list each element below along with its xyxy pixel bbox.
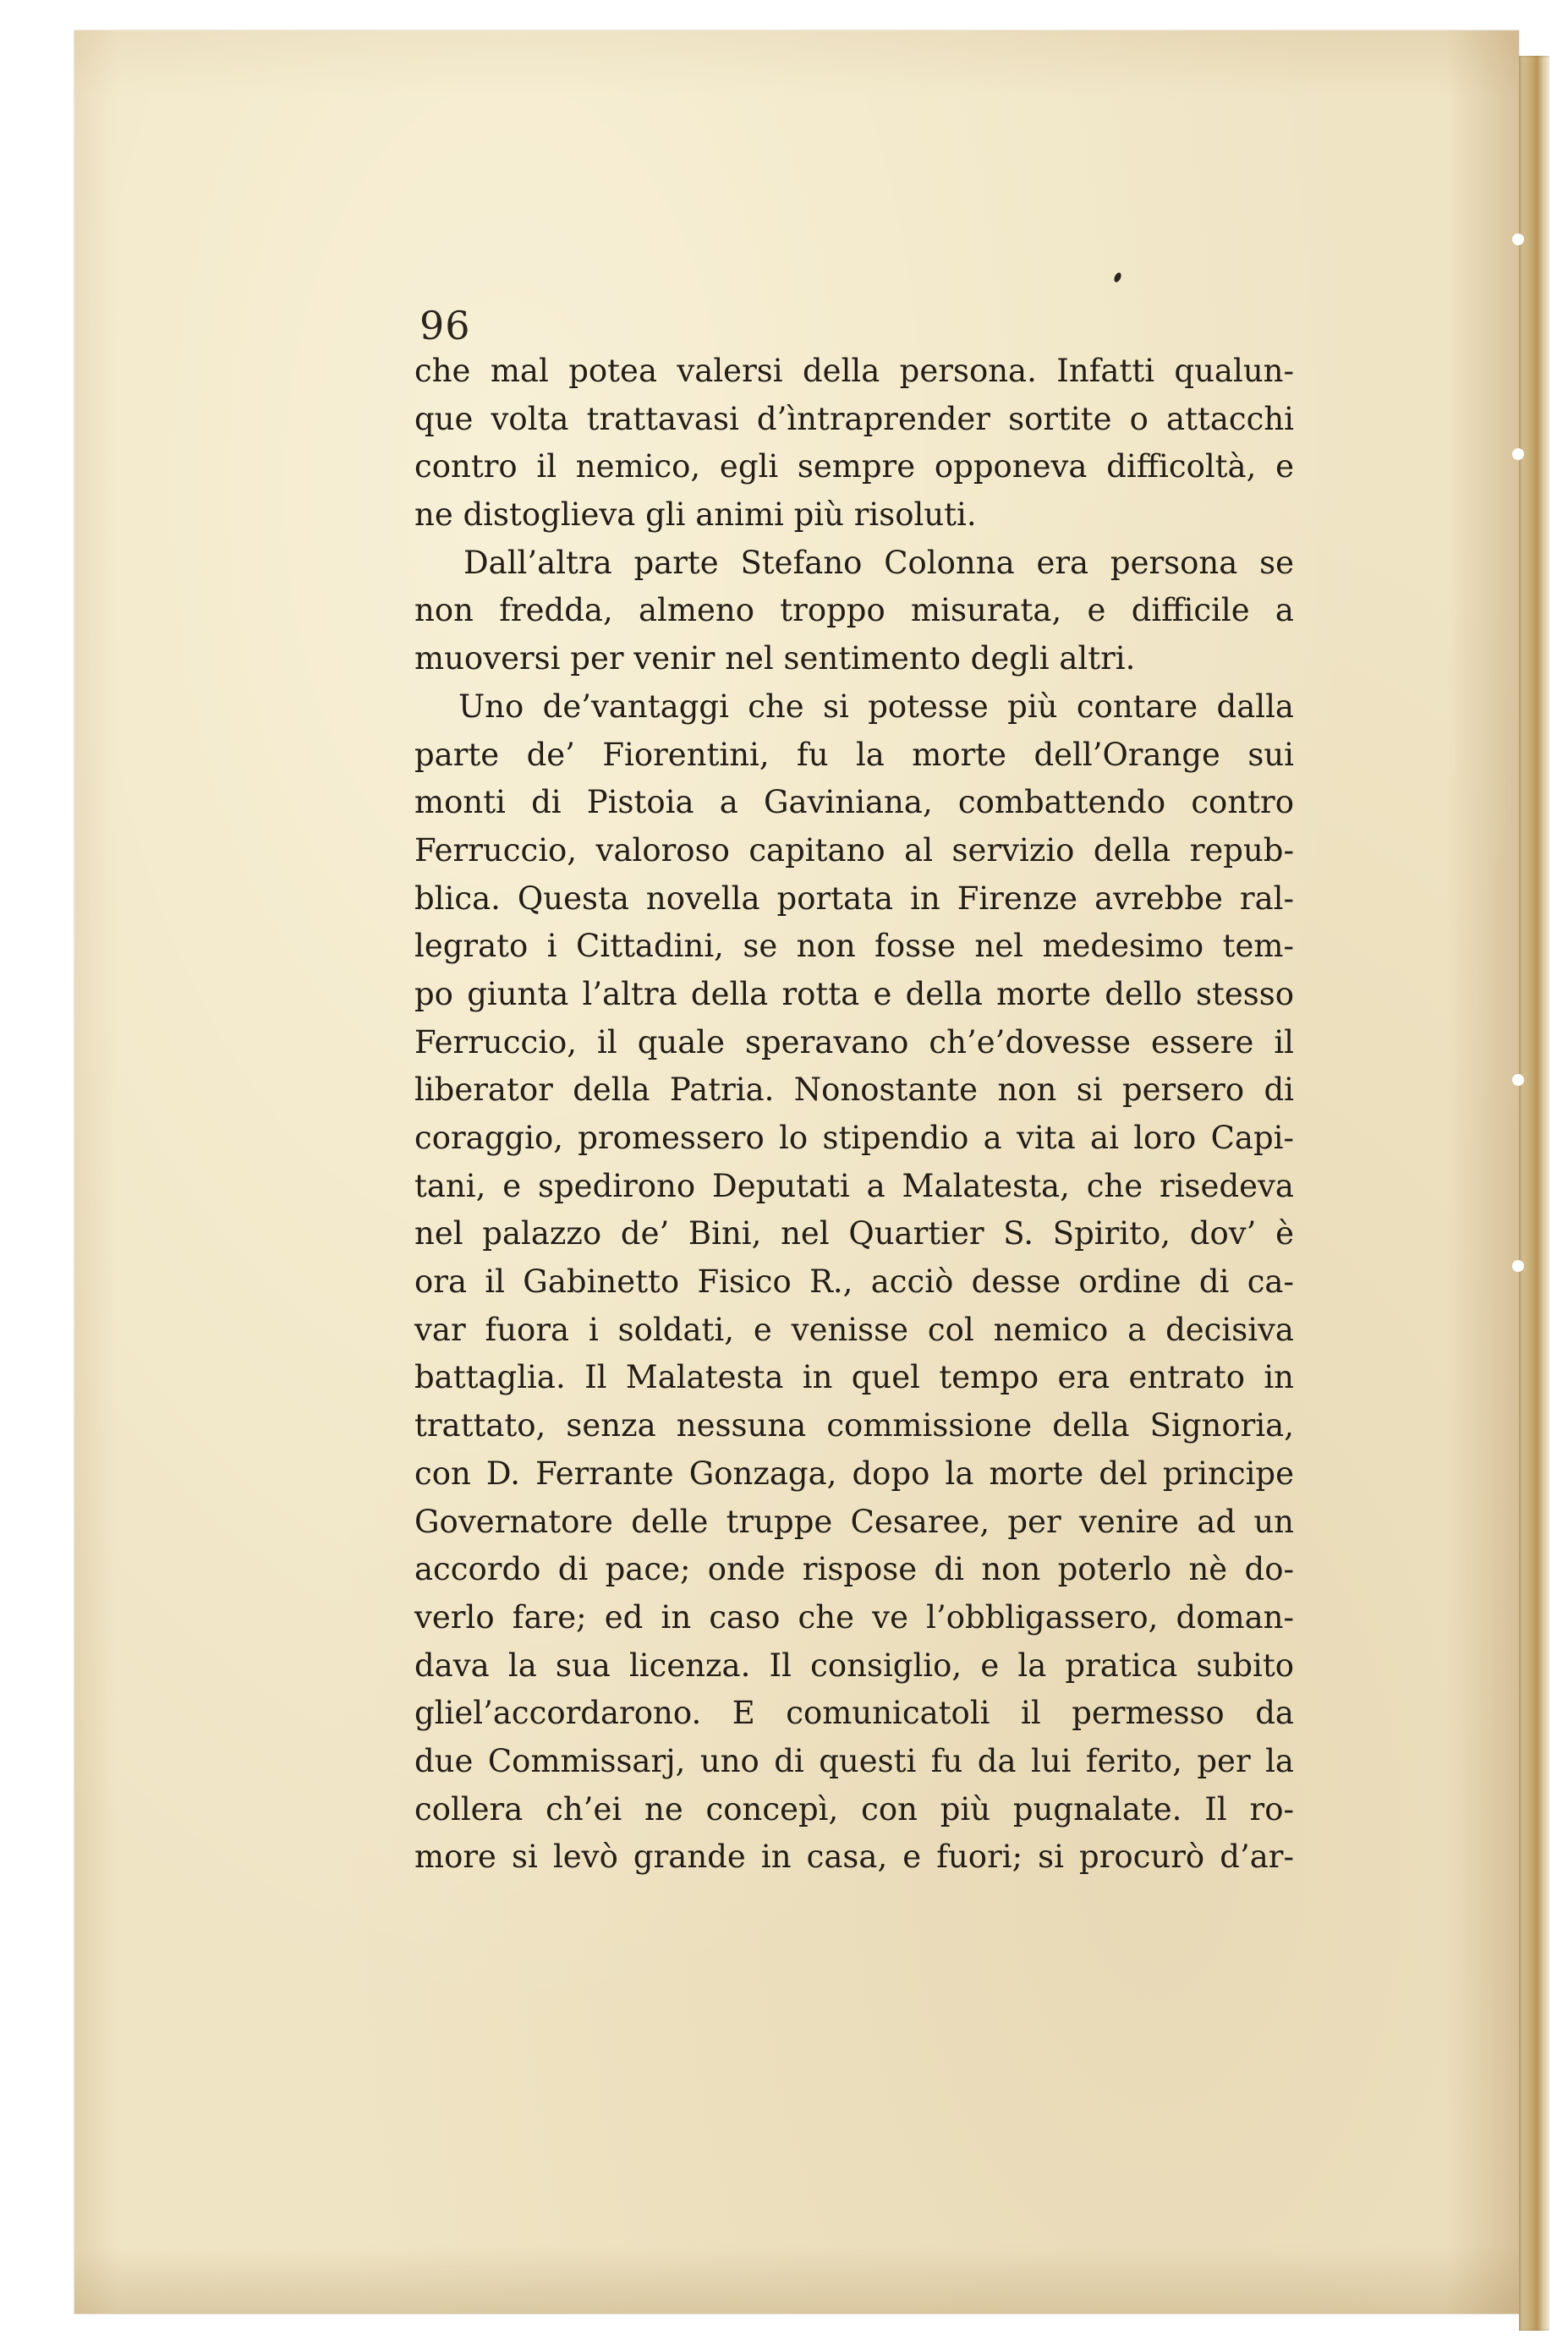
- binding-hole: [1512, 1260, 1524, 1272]
- page-number: 96: [419, 303, 471, 348]
- text-line: legrato i Cittadini, se non fosse nel medesimo tem-: [414, 928, 1294, 965]
- text-line: po giunta l’altra della rotta e della morte dello stesso: [414, 975, 1294, 1012]
- text-line: Ferruccio, il quale speravano ch’e’dovesse essere il: [414, 1023, 1294, 1060]
- text-line: parte de’ Fiorentini, fu la morte dell’Orange sui: [414, 736, 1294, 773]
- text-line: blica. Questa novella portata in Firenze avrebbe ral-: [414, 880, 1294, 917]
- body-text: [414, 348, 1294, 1882]
- text-line: dava la sua licenza. Il consiglio, e la pratica subito: [414, 1647, 1294, 1684]
- text-line: muoversi per venir nel sentimento degli altri.: [414, 640, 1136, 677]
- text-line: more si levò grande in casa, e fuori; si procurò d’ar-: [414, 1839, 1294, 1876]
- text-line: due Commissarj, uno di questi fu da lui ferito, per la: [414, 1742, 1294, 1779]
- binding-hole: [1512, 233, 1524, 245]
- text-line: non fredda, almeno troppo misurata, e difficile a: [414, 592, 1294, 629]
- text-line: collera ch’ei ne concepì, con più pugnalate. Il ro-: [414, 1790, 1294, 1828]
- text-line: gliel’accordarono. E comunicatoli il permesso da: [414, 1695, 1294, 1732]
- text-line: con D. Ferrante Gonzaga, dopo la morte del principe: [414, 1455, 1294, 1492]
- text-line: accordo di pace; onde rispose di non poterlo nè do-: [414, 1551, 1294, 1588]
- text-line: tani, e spedirono Deputati a Malatesta, che risedeva: [414, 1167, 1294, 1204]
- text-line: var fuora i soldati, e venisse col nemico a decisiva: [414, 1311, 1294, 1348]
- text-line: que volta trattavasi d’ìntraprender sortite o attacchi: [414, 400, 1294, 437]
- text-line: Ferruccio, valoroso capitano al servizio della repub-: [414, 831, 1294, 869]
- text-line: liberator della Patria. Nonostante non si persero di: [414, 1071, 1294, 1109]
- binding-edge: [1519, 56, 1549, 2331]
- text-line: nel palazzo de’ Bini, nel Quartier S. Spirito, dov’ è: [414, 1215, 1294, 1252]
- text-line: trattato, senza nessuna commissione della Signoria,: [414, 1407, 1294, 1444]
- text-line: coraggio, promessero lo stipendio a vita ai loro Capi-: [414, 1120, 1294, 1156]
- text-line: Dall’altra parte Stefano Colonna era persona se: [463, 544, 1294, 581]
- text-line: Uno de’vantaggi che si potesse più contare dalla: [458, 688, 1294, 725]
- text-line: contro il nemico, egli sempre opponeva difficoltà, e: [414, 448, 1294, 485]
- text-line: Governatore delle truppe Cesaree, per venire ad un: [414, 1503, 1294, 1540]
- text-line: battaglia. Il Malatesta in quel tempo era entrato in: [414, 1359, 1294, 1396]
- text-line: ne distoglieva gli animi più risoluti.: [414, 496, 977, 534]
- binding-hole: [1512, 448, 1524, 460]
- binding-hole: [1512, 1074, 1524, 1086]
- text-line: verlo fare; ed in caso che ve l’obbligassero, doman-: [414, 1598, 1294, 1636]
- text-line: che mal potea valersi della persona. Infatti qualun-: [414, 353, 1294, 389]
- text-line: monti di Pistoia a Gaviniana, combattendo contro: [414, 784, 1294, 821]
- text-line: ora il Gabinetto Fisico R., acciò desse ordine di ca-: [414, 1263, 1294, 1301]
